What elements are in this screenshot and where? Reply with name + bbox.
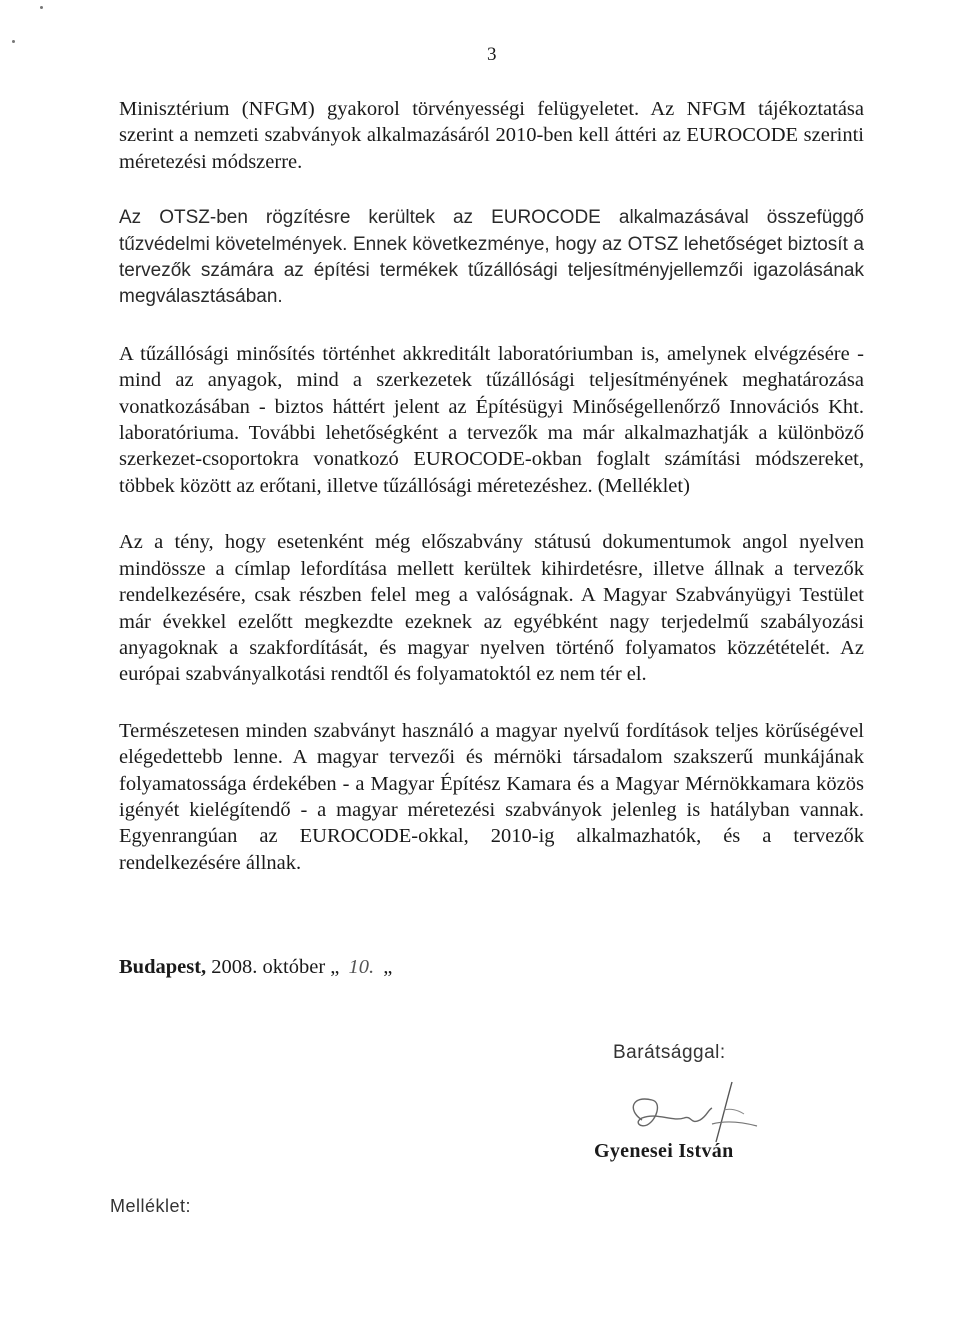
date-handwritten-day: 10. [348, 956, 375, 978]
signer-name: Gyenesei István [594, 1140, 734, 1162]
date-line [119, 956, 392, 979]
scan-speck [12, 40, 15, 43]
scan-speck [40, 6, 43, 9]
letter-body [119, 96, 864, 906]
page-number: 3 [487, 44, 497, 65]
date-text: 2008. október „ [211, 956, 340, 978]
paragraph-3: A tűzállósági minősítés történhet akkreditált laboratóriumban is, amelynek elvégzésére - mind az anyagok, mind a szerkezetek tűzállósági teljesítményének meghatározása vonatkozásában - biztos háttért jelent az Építésügyi Minőségellenőrző Innovációs Kht. laboratóriuma. További lehetőségként a tervezők ma már alkalmazhatják a különböző szerkezet-csoportokra vonatkozó EUROCODE-okban foglalt számítási módszereket, többek között az erőtani, illetve tűzállósági méretezéshez. (Melléklet) [119, 342, 864, 497]
date-close-quote: „ [383, 956, 393, 978]
paragraph-1: Minisztérium (NFGM) gyakorol törvényességi felügyeletet. Az NFGM tájékoztatása szerint a nemzeti szabványok alkalmazásáról 2010-ben kell áttéri az EUROCODE szerinti méretezési módszerre. [119, 98, 864, 173]
paragraph-5: Természetesen minden szabványt használó a magyar nyelvű fordítások teljes körűségével elégedettebb lenne. A magyar tervezői és mérnöki társadalom szakszerű munkájának folyamatossága érdekében - a Magyar Építész Kamara és a Magyar Mérnökkamara közös igényét kielégítendő - a magyar méretezési szabványok jelenleg is hatályban vannak. Egyenrangúan az EUROCODE-okkal, 2010-ig alkalmazhatók, és a tervezők rendelkezésére állnak. [119, 719, 864, 874]
attachment-label: Melléklet: [110, 1196, 192, 1216]
paragraph-4: Az a tény, hogy esetenként még előszabvány státusú dokumentumok angol nyelven mindössze a címlap lefordítása mellett kerültek kihirdetésre, illetve állnak a tervezők rendelkezésére, csak részben felel meg a valóságnak. A Magyar Szabványügyi Testület már évekkel ezelőtt megkezdte ezeknek az egyébként nagy terjedelmű szabályozási anyagoknak a szakfordítását, és magyar nyelven történő folyamatos közzétételét. Az európai szabványalkotási rendtől és folyamatoktól ez nem tér el. [119, 531, 864, 686]
closing-salutation: Barátsággal: [613, 1042, 726, 1063]
date-city: Budapest, [119, 956, 207, 978]
paragraph-2: Az OTSZ-ben rögzítésre kerültek az EUROCODE alkalmazásával összefüggő tűzvédelmi követelmények. Ennek következménye, hogy az OTSZ lehetőséget biztosít a tervezők számára az építési termékek tűzállósági teljesítményjellemzői igazolásának megválasztásában. [119, 207, 864, 308]
